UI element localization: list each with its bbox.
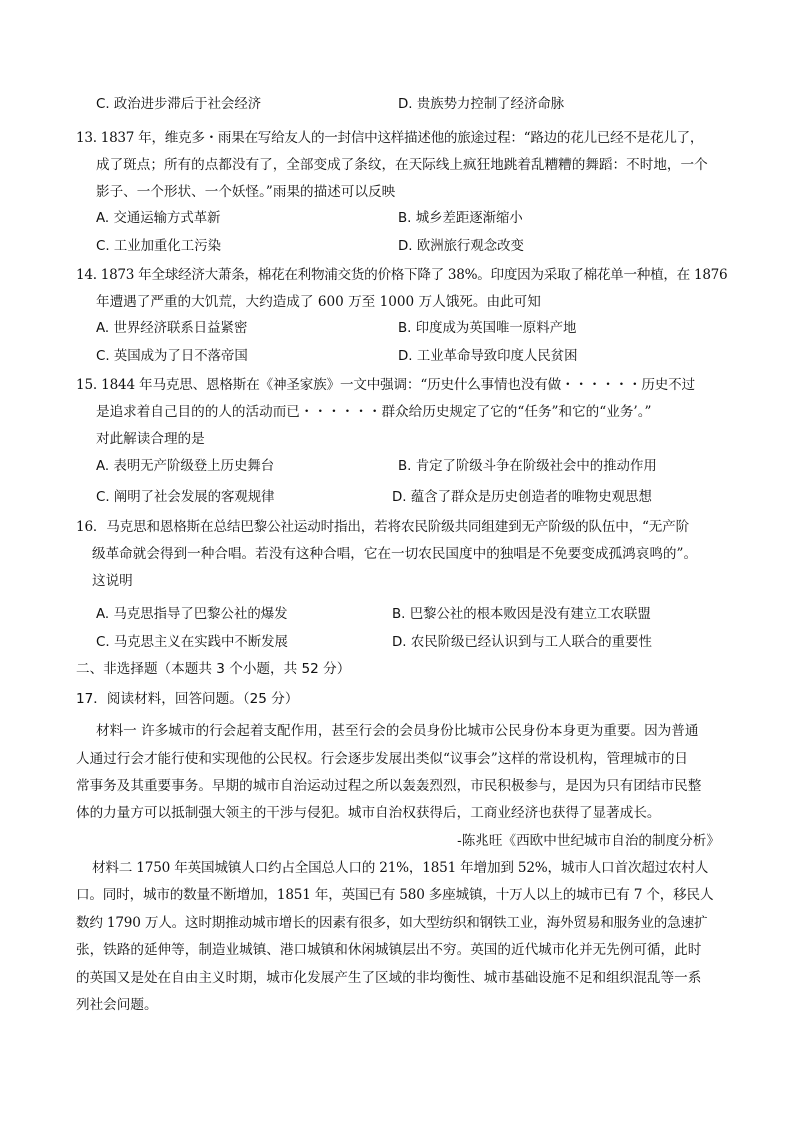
q16-option-d: D. 农民阶级已经认识到与工人联合的重要性: [392, 635, 652, 650]
q16-option-c: C. 马克思主义在实践中不断发展: [96, 635, 288, 650]
q17-material1-line1: 材料一 许多城市的行会起着支配作用，甚至行会的会员身份比城市公民身份本身更为重要。因为普通: [96, 723, 699, 739]
q14-option-b: B. 印度成为英国唯一原料产地: [398, 321, 577, 336]
q15-option-b: B. 肯定了阶级斗争在阶级社会中的推动作用: [398, 459, 657, 474]
q17-material1-line3: 常事务及其重要事务。早期的城市自治运动过程之所以轰轰烈烈，市民积极参与，是因为只有团结市民整: [76, 778, 702, 794]
q13-stem-line3: 影子、一个形状、一个妖怪。”雨果的描述可以反映: [96, 184, 396, 200]
q12-option-c: C. 政治进步滞后于社会经济: [96, 97, 262, 112]
section-heading: 二、非选择题（本题共 3 个小题，共 52 分）: [76, 661, 351, 677]
q13-option-b: B. 城乡差距逐渐缩小: [398, 211, 523, 226]
q12-option-d: D. 贵族势力控制了经济命脉: [398, 97, 565, 112]
q16-option-a: A. 马克思指导了巴黎公社的爆发: [96, 607, 288, 622]
q17-material2-line4: 张，铁路的延伸等，制造业城镇、港口城镇和休闲城镇层出不穷。英国的近代城市化并无先例可循，此时: [76, 942, 702, 958]
q14-option-c: C. 英国成为了日不落帝国: [96, 349, 248, 364]
q17-material2-line5: 的英国又是处在自由主义时期，城市化发展产生了区域的非均衡性、城市基础设施不足和组织混乱等一系: [76, 970, 702, 986]
q17-material2-line1: 材料二 1750 年英国城镇人口约占全国总人口的 21%，1851 年增加到 52%，城市人口首次超过农村人: [92, 860, 709, 876]
q15-option-c: C. 阐明了社会发展的客观规律: [96, 490, 275, 505]
q15-stem-line1: 15. 1844 年马克思、恩格斯在《神圣家族》一文中强调：“历史什么事情也没有做・・・・・・历史不过: [76, 377, 695, 393]
q13-option-c: C. 工业加重化工污染: [96, 239, 221, 254]
q13-stem-line2: 成了斑点；所有的点都没有了，全部变成了条纹，在天际线上疯狂地跳着乱糟糟的舞蹈：不时地，一个: [96, 157, 708, 173]
q16-option-b: B. 巴黎公社的根本败因是没有建立工农联盟: [392, 607, 651, 622]
q13-option-a: A. 交通运输方式革新: [96, 211, 221, 226]
q17-material2-line2: 口。同时，城市的数量不断增加，1851 年，英国已有 580 多座城镇，十万人以上的城市已有 7 个，移民人: [76, 887, 714, 903]
q13-stem-line1: 13. 1837 年，维克多・雨果在写给友人的一封信中这样描述他的旅途过程：“路边的花儿已经不是花儿了，: [76, 130, 704, 146]
q17-heading: 17．阅读材料，回答问题。（25 分）: [76, 691, 299, 707]
q13-option-d: D. 欧洲旅行观念改变: [398, 239, 524, 254]
q15-option-a: A. 表明无产阶级登上历史舞台: [96, 459, 275, 474]
q14-option-d: D. 工业革命导致印度人民贫困: [398, 349, 578, 364]
q16-stem-line1: 16．马克思和恩格斯在总结巴黎公社运动时指出，若将农民阶级共同组建到无产阶级的队伍中，“无产阶: [76, 519, 689, 535]
q17-material1-source: -陈兆旺《西欧中世纪城市自治的制度分析》: [457, 833, 720, 849]
q17-material1-line2: 人通过行会才能行使和实现他的公民权。行会逐步发展出类似“议事会”这样的常设机构，管理城市的日: [76, 751, 689, 767]
q16-stem-line2: 级革命就会得到一种合唱。若没有这种合唱，它在一切农民国度中的独唱是不免要变成孤鸿哀鸣的”。: [92, 546, 698, 562]
q14-option-a: A. 世界经济联系日益紧密: [96, 321, 248, 336]
q15-option-d: D. 蕴含了群众是历史创造者的唯物史观思想: [392, 490, 652, 505]
q17-material2-line6: 列社会问题。: [76, 997, 158, 1013]
q17-material2-line3: 数约 1790 万人。这时期推动城市增长的因素有很多，如大型纺织和钢铁工业，海外贸易和服务业的急速扩: [76, 915, 708, 931]
q17-material1-line4: 体的力量方可以抵制强大领主的干涉与侵犯。城市自治权获得后，工商业经济也获得了显著成长。: [76, 805, 661, 821]
q14-stem-line1: 14. 1873 年全球经济大萧条，棉花在利物浦交货的价格下降了 38%。印度因为采取了棉花单一种植，在 1876: [76, 267, 728, 283]
q16-stem-line3: 这说明: [92, 573, 133, 589]
q15-stem-line2: 是追求着自己目的的人的活动而已・・・・・・群众给历史规定了它的“任务”和它的“业务’。”: [96, 404, 652, 420]
q15-stem-line3: 对此解读合理的是: [96, 431, 205, 447]
q14-stem-line2: 年遭遇了严重的大饥荒，大约造成了 600 万至 1000 万人饿死。由此可知: [96, 294, 541, 310]
